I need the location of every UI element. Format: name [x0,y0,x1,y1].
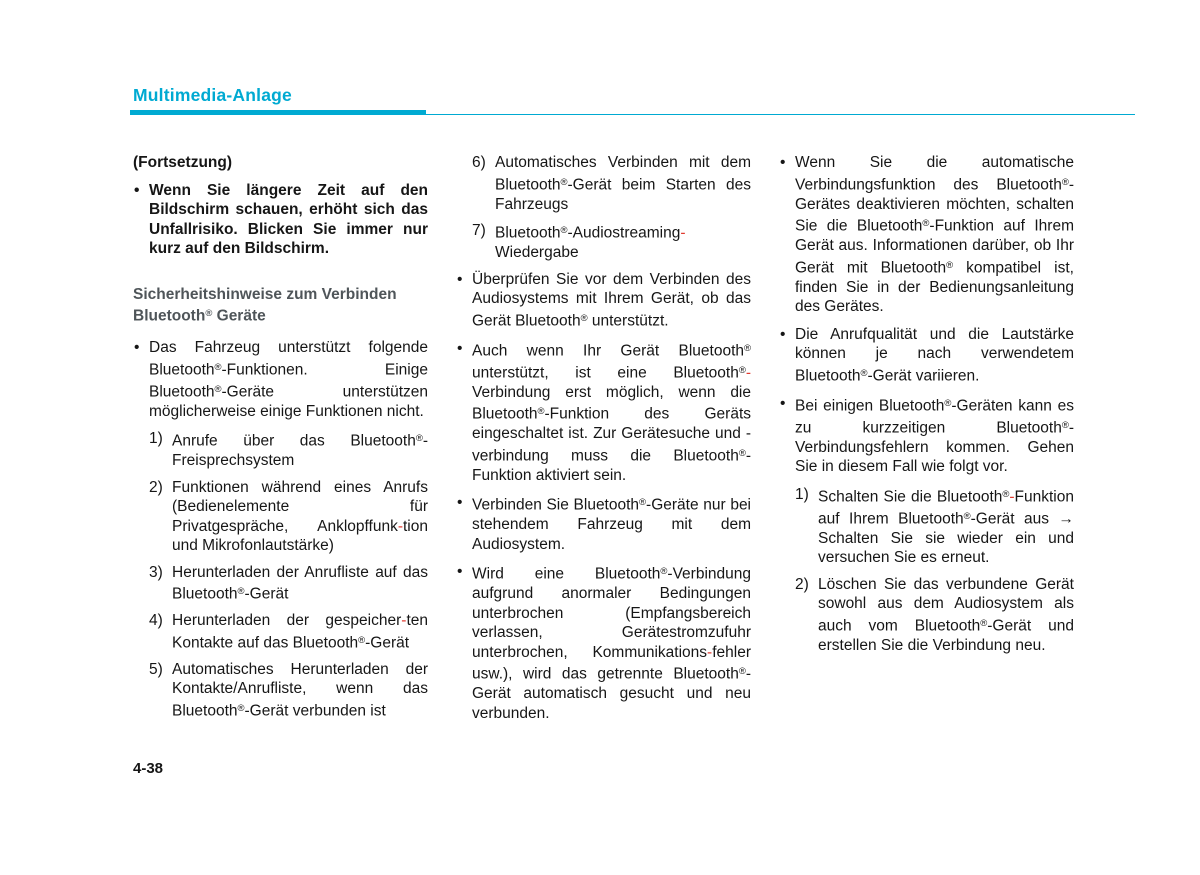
registered-trademark-icon: ® [1061,419,1069,431]
bullet-item [133,338,428,421]
text-segment: ten Kontakte auf das Bluetooth [172,612,428,651]
text-segment: Anrufe über das Bluetooth [172,432,416,450]
list-number: 2) [149,478,163,496]
text-segment: -Gerät verbunden ist [244,702,386,719]
bullet-item [779,394,1074,477]
bullet-marker: • [457,494,463,511]
text-segment: Sicherheitshinweise zum Verbinden Bluetooth [133,285,397,325]
list-number: 1) [795,485,809,503]
text-segment: -Gerät beim Starten des Fahrzeugs [495,176,751,213]
text-segment: Wenn Sie längere Zeit auf den Bildschirm schauen, erhöht sich das Unfallrisiko. Blicken Sie immer nur kurz auf den Bildschirm. [149,181,428,257]
bullet-marker: • [457,270,463,288]
text-segment: -Verbindung aufgrund anormaler Bedingungen unterbrochen (Empfangsbereich verlassen, Gerätestromzufuhr unterbrochen, Kommunikations [472,565,751,661]
line-break-hyphen: - [745,364,751,381]
list-number: 7) [472,222,486,239]
text-segment: Funktionen während eines Anrufs (Bedienelemente für Privatgespräche, Anklopffunk [172,478,428,535]
text-segment: -Gerät [244,585,289,603]
text-segment: Funktion auf Ihrem Bluetooth [818,488,1074,527]
page-title: Multimedia-Anlage [133,85,292,105]
bullet-marker: • [780,394,786,412]
bullet-marker: • [780,154,786,171]
bullet-item [456,270,751,331]
text-segment: Auch wenn Ihr Gerät Bluetooth [472,342,744,359]
numbered-list-item [795,575,1074,656]
registered-trademark-icon: ® [560,225,568,236]
page-number: 4-38 [133,760,164,777]
text-segment: Verbindung erst möglich, wenn die Bluetooth [472,383,751,423]
text-segment: -Geräten kann es zu kurzzeitigen Bluetooth [795,397,1074,436]
text-segment: Schalten Sie die Bluetooth [818,488,1003,505]
bullet-item [456,562,751,723]
numbered-list-item [795,485,1074,568]
line-break-hyphen: - [680,224,686,242]
registered-trademark-icon: ® [560,176,568,188]
text-segment: Herunterladen der gespeicher [172,612,402,629]
text-segment: -Geräte nur bei stehendem Fahrzeug mit dem Audiosystem. [472,496,752,553]
text-segment: Herunterladen der Anrufliste auf das Bluetooth [172,563,428,603]
line-break-hyphen: - [707,643,713,661]
text-segment: -Gerät und erstellen Sie die Verbindung neu. [818,617,1074,654]
numbered-list-item [149,660,428,721]
registered-trademark-icon: ® [946,259,954,271]
registered-trademark-icon: ® [963,510,971,522]
text-segment: -Freisprechsystem [172,432,428,469]
text-segment: fehler usw.), wird das getrennte Bluetooth [472,643,751,683]
text-segment: -Funktionen. Einige Bluetooth [149,361,428,400]
text-segment: Bei einigen Bluetooth [795,397,945,414]
registered-trademark-icon: ® [860,367,868,379]
bullet-marker: • [457,339,463,357]
text-segment: Überprüfen Sie vor dem Verbinden des Audiosystems mit Ihrem Gerät, ob das Gerät Bluetooth [472,270,751,329]
registered-trademark-icon: ® [415,433,423,444]
registered-trademark-icon: ® [1002,488,1010,500]
registered-trademark-icon: ® [214,383,222,395]
registered-trademark-icon: ® [944,397,952,409]
text-segment: Automatisches Herunterladen der Kontakte/Anrufliste, wenn das Bluetooth [172,660,428,719]
registered-trademark-icon: ® [744,342,751,354]
text-segment: -Funktion des Geräts eingeschaltet ist. Zur Gerätesuche und -verbindung muss die Bluetooth [472,405,751,464]
text-segment: Löschen Sie das verbundene Gerät sowohl aus dem Audiosystem als auch vom Bluetooth [818,575,1074,634]
text-segment: tion und Mikrofonlautstärke) [172,517,428,554]
list-number: 5) [149,660,163,678]
bullet-item [456,493,751,554]
registered-trademark-icon: ® [660,566,668,577]
registered-trademark-icon: ® [580,312,588,324]
arrow-icon: → [1058,510,1074,527]
registered-trademark-icon: ® [214,361,222,373]
numbered-list-item [149,429,428,471]
list-number: 3) [149,563,163,581]
numbered-list-item [149,563,428,605]
text-segment: Das Fahrzeug unterstützt folgende Bluetooth [149,339,428,378]
text-segment: -Gerät aus [970,510,1059,527]
bullet-item [133,181,428,259]
registered-trademark-icon: ® [738,364,746,376]
text-segment: -Audiostreaming [567,224,681,242]
registered-trademark-icon: ® [237,586,245,597]
text-segment: -Gerätes deaktivieren möchten, schalten Sie die Bluetooth [795,176,1074,235]
registered-trademark-icon: ® [1061,176,1069,188]
bullet-marker: • [134,181,140,199]
list-number: 1) [149,430,163,447]
registered-trademark-icon: ® [639,497,647,508]
bullet-marker: • [134,339,140,356]
section-heading [133,285,428,327]
bullet-marker: • [780,325,786,343]
text-segment: unterstützt, ist eine Bluetooth [472,364,739,381]
text-segment: Automatisches Verbinden mit dem Bluetooth [495,154,751,193]
text-segment: -Geräte unterstützen möglicherweise einige Funktionen nicht. [149,383,428,420]
text-segment: Geräte [212,307,266,325]
text-segment: Wenn Sie die automatische Verbindungsfunktion des Bluetooth [795,154,1074,193]
line-break-hyphen: - [397,517,403,535]
numbered-list-item [472,153,751,214]
registered-trademark-icon: ® [922,218,930,229]
registered-trademark-icon: ® [358,634,366,646]
text-segment: -Gerät variieren. [867,367,980,384]
header-rule-thin [130,114,1135,115]
text-segment: Wiedergabe [495,244,579,261]
bullet-item [456,339,751,486]
text-segment: -Funktion auf Ihrem Gerät aus. Informationen darüber, ob Ihr Gerät mit Bluetooth [795,217,1074,276]
text-segment: Bluetooth [495,224,561,242]
numbered-list-item [149,611,428,653]
column-left [133,153,428,728]
text-segment: -Gerät automatisch gesucht und neu verbunden. [472,665,751,722]
text-segment: -Gerät [365,634,410,651]
column-right [779,153,1074,662]
bullet-marker: • [457,563,463,580]
registered-trademark-icon: ® [738,666,746,677]
registered-trademark-icon: ® [980,617,988,629]
text-segment: kompatibel ist, finden Sie in der Bedienungsanleitung des Gerätes. [795,259,1074,315]
line-break-hyphen: - [401,612,407,629]
list-number: 4) [149,612,163,629]
content-columns [133,153,1074,731]
paragraph [133,153,428,173]
list-number: 2) [795,575,809,593]
registered-trademark-icon: ® [738,447,746,459]
text-segment: Verbinden Sie Bluetooth [472,496,640,514]
numbered-list-item [472,221,751,263]
line-break-hyphen: - [1009,488,1015,505]
registered-trademark-icon: ® [237,702,245,714]
text-segment: Schalten Sie sie wieder ein und versuchen Sie es erneut. [818,529,1074,566]
column-middle [456,153,751,731]
text-segment: unterstützt. [587,312,669,329]
text-segment: Die Anrufqualität und die Lautstärke können je nach verwendetem Bluetooth [795,325,1074,384]
header-rule [130,110,1135,116]
text-segment: (Fortsetzung) [133,154,233,171]
bullet-item [779,325,1074,386]
numbered-list-item [149,478,428,556]
text-segment: Wird eine Bluetooth [472,565,661,583]
registered-trademark-icon: ® [537,406,545,417]
bullet-item [779,153,1074,317]
list-number: 6) [472,154,486,171]
registered-trademark-icon: ® [205,308,213,319]
text-segment: -Funktion aktiviert sein. [472,447,751,484]
text-segment: -Verbindungsfehlern kommen. Gehen Sie in diesem Fall wie folgt vor. [795,419,1074,475]
